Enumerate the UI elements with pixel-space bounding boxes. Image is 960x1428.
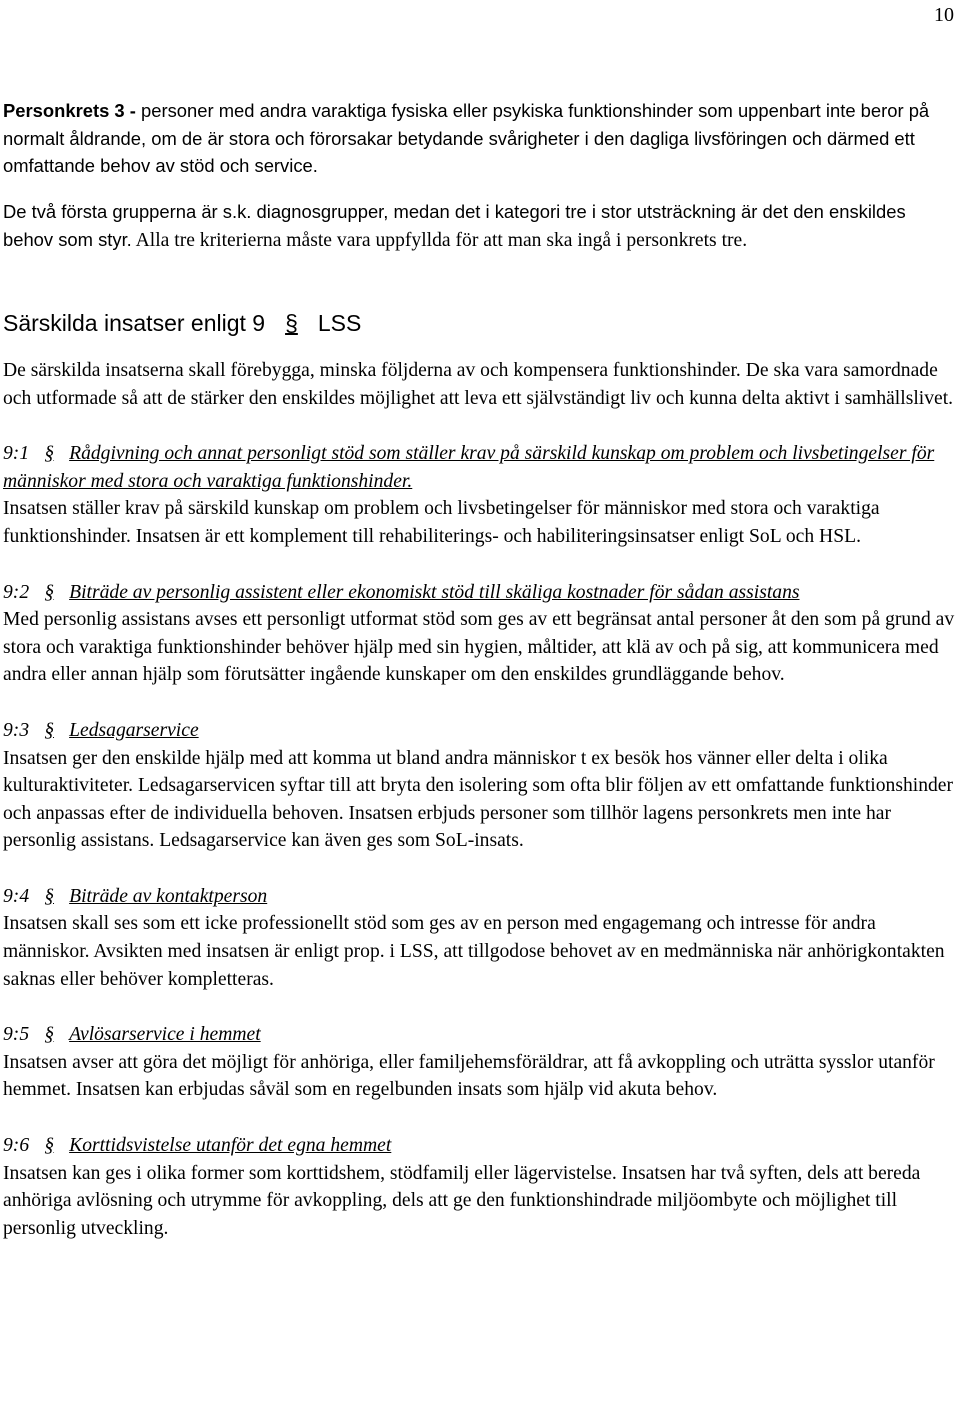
section-body: Insatsen avser att göra det möjligt för anhöriga, eller familjehemsföräldrar, att få avkoppling och uträtta sysslor utanför hemmet. Insatsen kan erbjudas såväl som en regelbunden insats som hjälp vid akuta behov. bbox=[3, 1051, 935, 1101]
section-title bbox=[3, 717, 958, 745]
section-title bbox=[3, 579, 958, 607]
section-title bbox=[3, 1132, 958, 1160]
heading-para-sign: § bbox=[285, 309, 298, 336]
intro-groups-serif-text: Alla tre kriterierna måste vara uppfyllda för att man ska ingå i personkrets tre. bbox=[131, 230, 748, 252]
section-9-4 bbox=[3, 883, 958, 993]
section-title-text: Avlösarservice i hemmet bbox=[69, 1024, 261, 1046]
section-heading bbox=[3, 307, 958, 339]
document-body bbox=[3, 97, 958, 1270]
section-title bbox=[3, 1021, 958, 1049]
section-para-sign: § bbox=[44, 581, 55, 603]
section-body: Med personlig assistans avses ett personligt utformat stöd som ges av ett begränsat antal personer åt den som på grund av stora och varaktiga funktionshinder behöver hjälp med sin hygien, måltider, att klä av och på sig, att kommunicera med andra eller annan hjälp som förutsätter ingående kunskaper om den enskildes grundläggande behov. bbox=[3, 609, 955, 686]
section-para-sign: § bbox=[44, 443, 55, 465]
intro-paragraph-groups bbox=[3, 198, 958, 255]
page-number: 10 bbox=[934, 4, 954, 26]
section-body: Insatsen ställer krav på särskild kunskap om problem och livsbetingelser för människor med stora och varaktiga funktionshinder. Insatsen är ett komplement till rehabiliterings- och habiliteringsinsatser enligt SoL och HSL. bbox=[3, 498, 880, 547]
intro-paragraph-personkrets-3 bbox=[3, 97, 958, 180]
section-9-2 bbox=[3, 579, 958, 689]
section-para-sign: § bbox=[44, 1135, 55, 1157]
section-body: Insatsen kan ges i olika former som korttidshem, stödfamilj eller lägervistelse. Insatsen har två syften, dels att bereda anhöriga avlösning och utrymme för avkoppling, dels att ge den funktionshindrade miljöombyte och möjlighet till personlig utveckling. bbox=[3, 1162, 921, 1239]
intro-text: personer med andra varaktiga fysiska eller psykiska funktionshinder som uppenbart inte beror på normalt åldrande, om de är stora och förorsakar betydande svårigheter i den dagliga livsföringen och därmed ett omfattande behov av stöd och service. bbox=[3, 100, 930, 177]
section-title-text: Biträde av kontaktperson bbox=[69, 885, 268, 907]
section-body: Insatsen skall ses som ett icke professionellt stöd som ges av en person med engagemang och intresse för andra människor. Avsikten med insatsen är enligt prop. i LSS, att tillgodose behovet av en medmänniska när anhörigkontakten saknas eller behöver kompletteras. bbox=[3, 913, 945, 990]
section-title-text: Rådgivning och annat personligt stöd som ställer krav på särskild kunskap om problem och livsbetingelser för människor med stora och varaktiga funktionshinder. bbox=[3, 443, 935, 492]
section-title-text: Korttidsvistelse utanför det egna hemmet bbox=[69, 1135, 392, 1157]
section-label: 9:5 bbox=[3, 1024, 30, 1046]
section-label: 9:2 bbox=[3, 581, 30, 603]
section-label: 9:6 bbox=[3, 1135, 30, 1157]
section-para-sign: § bbox=[44, 885, 55, 907]
section-title bbox=[3, 883, 958, 911]
section-title-text: Ledsagarservice bbox=[69, 719, 199, 741]
section-title-text: Biträde av personlig assistent eller ekonomiskt stöd till skäliga kostnader för sådan assistans bbox=[69, 581, 800, 603]
section-9-6 bbox=[3, 1132, 958, 1242]
section-label: 9:1 bbox=[3, 443, 30, 465]
intro-bold-lead: Personkrets 3 - bbox=[3, 100, 141, 121]
section-para-sign: § bbox=[44, 719, 55, 741]
section-label: 9:3 bbox=[3, 719, 30, 741]
section-para-sign: § bbox=[44, 1024, 55, 1046]
lead-paragraph: De särskilda insatserna skall förebygga, minska följderna av och kompensera funktionshinder. De ska vara samordnade och utformade så att de stärker den enskildes möjlighet att leva ett självständigt liv och kunna delta aktivt i samhällslivet. bbox=[3, 359, 954, 409]
heading-text-before: Särskilda insatser enligt 9 bbox=[3, 309, 266, 336]
section-9-1 bbox=[3, 440, 958, 550]
section-label: 9:4 bbox=[3, 885, 30, 907]
intro-groups-sans-text: De två första grupperna är s.k. diagnosgrupper, medan det i kategori tre i stor utsträckning är det den enskildes behov som styr. bbox=[3, 200, 906, 251]
section-title bbox=[3, 440, 958, 495]
section-body: Insatsen ger den enskilde hjälp med att komma ut bland andra människor t ex besök hos vänner eller delta i olika kulturaktiviteter. Ledsagarservicen syftar till att bryta den isolering som ofta blir följen av ett omfattande funktionshinder och anpassas efter de individuella behoven. Insatsen erbjuds personer som tillhör lagens personkrets men inte har personlig assistans. Ledsagarservice kan även ges som SoL-insats. bbox=[3, 747, 954, 852]
section-9-5 bbox=[3, 1021, 958, 1104]
section-9-3 bbox=[3, 717, 958, 855]
heading-text-after: LSS bbox=[317, 309, 362, 336]
